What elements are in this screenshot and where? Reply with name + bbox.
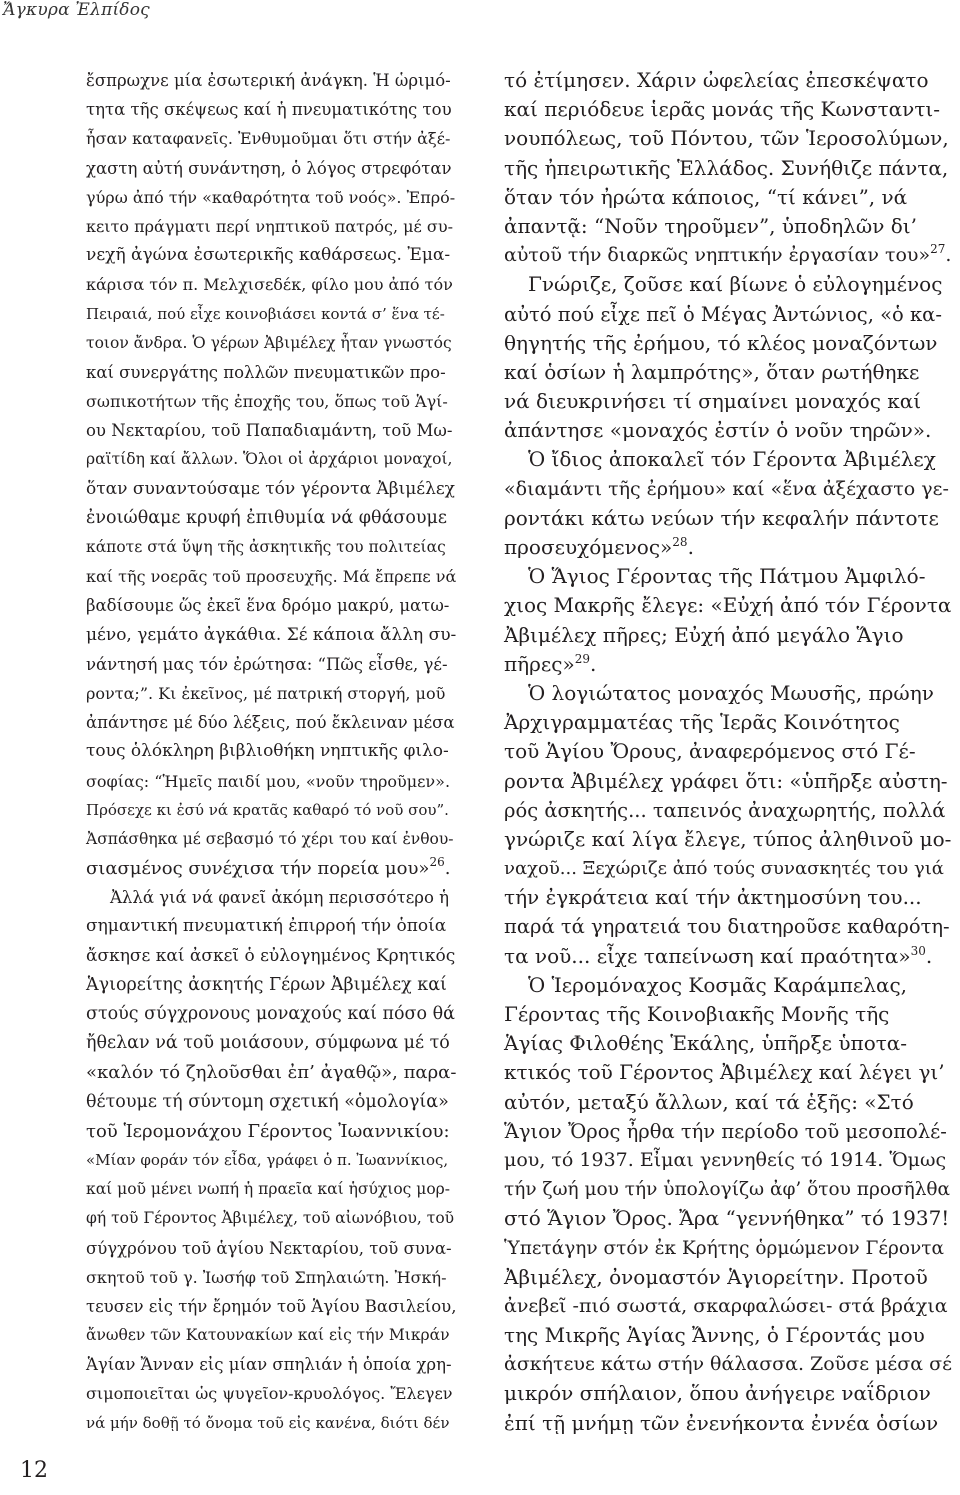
line-text: Ἀρχιγραμματέας τῆς Ἱερᾶς Κοινότητος xyxy=(504,710,900,735)
left-column-line xyxy=(86,358,456,387)
left-column-line xyxy=(86,66,456,95)
left-column-line xyxy=(86,300,456,329)
right-column-line xyxy=(504,1029,952,1058)
right-column-line xyxy=(504,212,952,241)
left-column-line xyxy=(86,971,456,1000)
line-text: τα νοῦ... εἶχε ταπείνωση καί πραότητα» xyxy=(504,943,911,968)
left-column-line xyxy=(86,1000,456,1029)
left-column-line xyxy=(86,854,456,883)
line-text: Πρόσεχε κι ἐσύ νά κρατᾶς καθαρό τό νοῦ σου”. xyxy=(86,800,449,819)
right-column-line xyxy=(504,1234,952,1263)
footnote-reference[interactable]: 29 xyxy=(574,651,590,666)
left-column-line xyxy=(86,1234,456,1263)
right-column-line xyxy=(504,1117,952,1146)
right-column-line xyxy=(504,650,952,679)
left-column-line xyxy=(86,329,456,358)
line-text: Ἀσπάσθηκα μέ σεβασμό τό χέρι του καί ἐνθου- xyxy=(86,829,454,848)
line-text: Ὁ Ἅγιος Γέροντας τῆς Πάτμου Ἀμφιλό- xyxy=(528,564,926,589)
line-text: Ἀλλά γιά νά φανεῖ ἀκόμη περισσότερο ἡ xyxy=(110,888,450,908)
left-column-line xyxy=(86,270,456,299)
line-text: σκητοῦ τοῦ γ. Ἰωσήφ τοῦ Σπηλαιώτη. Ἠσκή- xyxy=(86,1267,447,1287)
line-text: Ὁ ἴδιος ἀποκαλεῖ τόν Γέροντα Ἀβιμέλεχ xyxy=(528,447,936,472)
right-column-line xyxy=(504,241,952,270)
running-header-title: Ἄγκυρα Ἐλπίδος xyxy=(3,0,150,20)
right-column-line xyxy=(504,912,952,941)
left-column-line xyxy=(86,679,456,708)
left-column-line xyxy=(86,1263,456,1292)
line-text: κτικός τοῦ Γέροντος Ἀβιμέλεχ καί λέγει γι’ xyxy=(504,1060,945,1085)
line-text: ἄνωθεν τῶν Κατουνακίων καί εἰς τήν Μικράν xyxy=(86,1326,450,1345)
line-text: αὐτό πού εἶχε πεῖ ὁ Μέγας Ἀντώνιος, «ὁ κα- xyxy=(504,302,942,326)
line-text: γύρω ἀπό τήν «καθαρότητα τοῦ νοός». Ἐπρό- xyxy=(86,187,456,207)
left-column-line xyxy=(86,796,456,825)
line-text: «Μίαν φοράν τόν εἶδα, γράφει ὁ π. Ἰωαννίκιος, xyxy=(86,1150,449,1169)
right-column-line xyxy=(504,1321,952,1350)
line-text: ἀπαντᾷ: “Νοῦν τηροῦμεν”, ὑποδηλῶν δι’ xyxy=(504,213,917,238)
right-column-line xyxy=(504,329,952,358)
right-column-line xyxy=(504,445,952,474)
line-text: ρός ἀσκητής... ταπεινός ἀναχωρητής, πολλά xyxy=(504,798,946,822)
right-column-line xyxy=(504,1175,952,1204)
line-text-tail: . xyxy=(925,943,933,968)
right-column-line xyxy=(504,883,952,912)
left-column-line xyxy=(86,387,456,416)
line-text: Ἁγίας Φιλοθέης Ἑκάλης, ὑπῆρξε ὑποτα- xyxy=(504,1031,908,1056)
right-column-line xyxy=(504,621,952,650)
line-text: Ὁ λογιώτατος μοναχός Μωυσῆς, πρώην xyxy=(528,680,934,705)
line-text: κάρισα τόν π. Μελχισεδέκ, φίλο μου ἀπό τόν xyxy=(86,275,453,295)
line-text: θέτουμε τή σύντομη σχετική «ὁμολογία» xyxy=(86,1091,449,1112)
line-text: ἀπάντησε «μοναχός ἐστίν ὁ νοῦν τηρῶν». xyxy=(504,418,932,443)
line-text: σιμοποιεῖται ὡς ψυγεῖον-κρυολόγος. Ἔλεγεν xyxy=(86,1384,453,1404)
line-text: καί συνεργάτης πολλῶν πνευματικῶν προ- xyxy=(86,362,446,382)
line-text: της Μικρῆς Ἁγίας Ἄννης, ὁ Γέροντάς μου xyxy=(504,1323,925,1348)
line-text: Ὁ Ἱερομόναχος Κοσμᾶς Καράμπελας, xyxy=(528,972,908,997)
right-column-line xyxy=(504,1204,952,1233)
left-column-line xyxy=(86,883,456,912)
line-text: γνώριζε καί λίγα ἔλεγε, τύπος ἀληθινοῦ μο- xyxy=(504,826,952,851)
footnote-reference[interactable]: 28 xyxy=(672,535,688,549)
line-text: Ὑπετάγην στόν ἐκ Κρήτης ὁρμώμενον Γέροντα xyxy=(504,1237,944,1259)
left-column-line xyxy=(86,1409,456,1438)
line-text: στό Ἅγιον Ὄρος. Ἄρα “γεννήθηκα” τό 1937! xyxy=(504,1206,950,1231)
right-column-line xyxy=(504,475,952,504)
line-text: ἀπάντησε μέ δύο λέξεις, πού ἔκλειναν μέσα xyxy=(86,713,455,733)
left-column-line xyxy=(86,416,456,445)
left-column-line xyxy=(86,124,456,153)
right-column-line xyxy=(504,66,952,95)
line-text: ἦσαν καταφανεῖς. Ἐνθυμοῦμαι ὅτι στήν ἀξέ- xyxy=(86,129,451,149)
line-text: Ἁγίαν Ἄνναν εἰς μίαν σπηλιάν ἡ ὁποία χρη- xyxy=(86,1355,452,1375)
line-text: Ἀβιμέλεχ, ὀνομαστόν Ἁγιορείτην. Προτοῦ xyxy=(504,1264,928,1289)
line-text: χιος Μακρῆς ἔλεγε: «Εὐχή ἀπό τόν Γέροντα xyxy=(504,593,952,618)
line-text: στούς σύγχρονους μοναχούς καί πόσο θά xyxy=(86,1004,455,1024)
line-text: κάποτε στά ὕψη τῆς ἀσκητικῆς του πολιτείας xyxy=(86,538,446,556)
line-text: παρά τά γηρατειά του διατηροῦσε καθαρότη- xyxy=(504,915,950,939)
line-text: μικρόν σπήλαιον, ὅπου ἀνήγειρε ναΐδριον xyxy=(504,1381,931,1406)
left-column-line xyxy=(86,475,456,504)
line-text: νεχῆ ἀγώνα ἐσωτερικῆς καθάρσεως. Ἐμα- xyxy=(86,245,451,266)
line-text: τό ἐτίμησεν. Χάριν ὠφελείας ἐπεσκέψατο xyxy=(504,68,929,92)
line-text: ἀσκήτευε κάτω στήν θάλασσα. Ζοῦσε μέσα σέ xyxy=(504,1353,952,1376)
left-column-line xyxy=(86,737,456,766)
line-text: νά μήν δοθῇ τό ὄνομα τοῦ εἰς κανένα, διότι δέν xyxy=(86,1413,450,1432)
right-column-line xyxy=(504,825,952,854)
left-column-line xyxy=(86,1029,456,1058)
left-column-line xyxy=(86,1088,456,1117)
right-column-line xyxy=(504,1058,952,1087)
line-text: σωπικοτήτων τῆς ἐποχῆς του, ὅπως τοῦ Ἁγί- xyxy=(86,392,448,412)
line-text: Ἅγιον Ὄρος ἦρθα τήν περίοδο τοῦ μεσοπολέ- xyxy=(504,1119,947,1143)
left-column-line xyxy=(86,650,456,679)
line-text: ἀνεβεῖ -πιό σωστά, σκαρφαλώσει- στά βράχια xyxy=(504,1294,948,1317)
right-column-line xyxy=(504,300,952,329)
line-text: Γέροντας τῆς Κοινοβιακῆς Μονῆς τῆς xyxy=(504,1002,890,1026)
left-column-line xyxy=(86,241,456,270)
left-column-line xyxy=(86,562,456,591)
line-text: μου, τό 1937. Εἶμαι γεννηθείς τό 1914. Ὅμως xyxy=(504,1148,947,1171)
left-column-line xyxy=(86,154,456,183)
line-text: φή τοῦ Γέροντος Ἀβιμέλεχ, τοῦ αἰωνόβιου, τοῦ xyxy=(86,1209,455,1228)
right-column-line xyxy=(504,679,952,708)
right-column-line xyxy=(504,95,952,124)
line-text: σύγχρόνου τοῦ ἁγίου Νεκταρίου, τοῦ συνα- xyxy=(86,1238,452,1258)
line-text: ὅταν τόν ἠρώτα κάποιος, “τί κάνει”, νά xyxy=(504,184,908,209)
right-column-line xyxy=(504,1292,952,1321)
left-column-line xyxy=(86,767,456,796)
line-text: τήν ἐγκράτεια καί τήν ἀκτημοσύνη του... xyxy=(504,885,922,910)
line-text: κειτο πράγματι περί νηπτικοῦ πατρός, μέ συ- xyxy=(86,216,453,236)
line-text: νάντησή μας τόν ἐρώτησα: “Πῶς εἶσθε, γέ- xyxy=(86,654,448,674)
right-column-line xyxy=(504,591,952,620)
left-column-line xyxy=(86,1204,456,1233)
left-column-line xyxy=(86,1175,456,1204)
line-text: βαδίσουμε ὥς ἐκεῖ ἕνα δρόμο μακρύ, ματω- xyxy=(86,596,450,616)
right-column-line xyxy=(504,124,952,153)
right-column-line xyxy=(504,1088,952,1117)
line-text-tail: . xyxy=(444,858,451,880)
right-column-line xyxy=(504,1350,952,1379)
line-text: ου Νεκταρίου, τοῦ Παπαδιαμάντη, τοῦ Μω- xyxy=(86,421,453,441)
left-column-line xyxy=(86,1321,456,1350)
line-text: προσευχόμενος» xyxy=(504,535,673,559)
line-text: καί ὁσίων ἡ λαμπρότης», ὅταν ρωτήθηκε xyxy=(504,359,920,384)
left-column-line xyxy=(86,708,456,737)
line-text: χαστη αὐτή συνάντηση, ὁ λόγος στρεφόταν xyxy=(86,158,452,178)
left-column-line xyxy=(86,1379,456,1408)
right-column-line xyxy=(504,1146,952,1175)
line-text: τητα τῆς σκέψεως καί ἡ πνευματικότης του xyxy=(86,100,452,120)
left-column-line xyxy=(86,95,456,124)
line-text: τοῦ Ἁγίου Ὄρους, ἀναφερόμενος στό Γέ- xyxy=(504,739,916,764)
left-column-line xyxy=(86,212,456,241)
line-text: ραϊτίδη καί ἄλλων. Ὅλοι οἱ ἀρχάριοι μοναχοί, xyxy=(86,450,453,469)
line-text: «καλόν τό ζηλοῦσθαι ἐπ’ ἀγαθῷ», παρα- xyxy=(86,1062,457,1084)
right-column-line xyxy=(504,183,952,212)
line-text: νουπόλεως, τοῦ Πόντου, τῶν Ἱεροσολύμων, xyxy=(504,126,949,151)
page-number: 12 xyxy=(20,1458,48,1483)
line-text: σοφίας: “Ἡμεῖς παιδί μου, «νοῦν τηροῦμεν». xyxy=(86,771,451,791)
right-column-line xyxy=(504,387,952,416)
right-column-line xyxy=(504,533,952,562)
right-column-line xyxy=(504,708,952,737)
left-column-line xyxy=(86,1292,456,1321)
line-text: καί περιόδευε ἱερᾶς μονάς τῆς Κωνσταντι- xyxy=(504,97,940,122)
line-text: αὐτόν, μεταξύ ἄλλων, καί τά ἑξῆς: «Στό xyxy=(504,1089,914,1114)
left-column-line xyxy=(86,1117,456,1146)
footnote-reference[interactable]: 26 xyxy=(429,855,445,870)
line-text: καί τῆς νοερᾶς τοῦ προσευχῆς. Μά ἔπρεπε νά xyxy=(86,567,457,587)
line-text: σιασμένος συνέχισα τήν πορεία μου» xyxy=(86,858,430,880)
line-text: τους ὁλόκληρη βιβλιοθήκη νηπτικῆς φιλο- xyxy=(86,741,449,762)
left-column-line xyxy=(86,591,456,620)
line-text: ἄσκησε καί ἀσκεῖ ὁ εὐλογημένος Κρητικός xyxy=(86,945,456,966)
line-text: Γνώριζε, ζοῦσε καί βίωνε ὁ εὐλογημένος xyxy=(528,272,943,297)
line-text: ἔσπρωχνε μία ἐσωτερική ἀνάγκη. Ἡ ὡριμό- xyxy=(86,71,451,90)
right-column-line xyxy=(504,358,952,387)
line-text: ναχοῦ... Ξεχώριζε ἀπό τούς συνασκητές του γιά xyxy=(504,858,944,880)
line-text: μένο, γεμάτο ἀγκάθια. Σέ κάποια ἄλλη συ- xyxy=(86,624,457,645)
line-text-tail: . xyxy=(687,535,694,559)
line-text: τῆς ἠπειρωτικῆς Ἑλλάδος. Συνήθιζε πάντα, xyxy=(504,155,949,180)
line-text: νά διευκρινήσει τί σημαίνει μοναχός καί xyxy=(504,389,922,414)
line-text: ἤθελαν νά τοῦ μοιάσουν, σύμφωνα μέ τό xyxy=(86,1033,450,1054)
right-column-line xyxy=(504,1000,952,1029)
right-column-line xyxy=(504,796,952,825)
right-column-line xyxy=(504,767,952,796)
line-text: Ἁγιορείτης ἀσκητής Γέρων Ἀβιμέλεχ καί xyxy=(86,974,447,995)
right-column-line xyxy=(504,416,952,445)
left-column-line xyxy=(86,445,456,474)
left-column-line xyxy=(86,1146,456,1175)
line-text: ἐνοιώθαμε κρυφή ἐπιθυμία νά φθάσουμε xyxy=(86,507,447,528)
line-text-tail: . xyxy=(589,651,597,676)
left-column-line xyxy=(86,825,456,854)
right-column-line xyxy=(504,854,952,883)
footnote-reference[interactable]: 27 xyxy=(930,242,946,257)
line-text: ἐπί τῇ μνήμῃ τῶν ἐνενήκοντα ἐννέα ὁσίων xyxy=(504,1410,939,1435)
line-text: ὅταν συναντούσαμε τόν γέροντα Ἀβιμέλεχ xyxy=(86,478,455,499)
footnote-reference[interactable]: 30 xyxy=(910,943,926,958)
left-column-line xyxy=(86,912,456,941)
left-column-line xyxy=(86,1058,456,1087)
line-text: Ἀβιμέλεχ πῆρες; Εὐχή ἀπό μεγάλο Ἅγιο xyxy=(504,622,904,647)
left-text-column xyxy=(86,66,456,1438)
right-column-line xyxy=(504,737,952,766)
line-text: πῆρες» xyxy=(504,651,575,676)
right-column-line xyxy=(504,154,952,183)
right-column-line xyxy=(504,1379,952,1408)
right-column-line xyxy=(504,1263,952,1292)
right-column-line xyxy=(504,504,952,533)
line-text-tail: . xyxy=(945,244,952,267)
left-column-line xyxy=(86,621,456,650)
right-column-line xyxy=(504,562,952,591)
left-column-line xyxy=(86,533,456,562)
right-column-line xyxy=(504,1409,952,1438)
line-text: τευσεν εἰς τήν ἔρημόν τοῦ Ἁγίου Βασιλείου, xyxy=(86,1296,457,1316)
line-text: αὐτοῦ τήν διαρκῶς νηπτικήν ἐργασίαν του» xyxy=(504,244,931,267)
line-text: «διαμάντι τῆς ἐρήμου» καί «ἕνα ἀξέχαστο γε- xyxy=(504,477,949,500)
line-text: σημαντική πνευματική ἐπιρροή τήν ὁποία xyxy=(86,916,447,937)
line-text: τήν ζωή μου τήν ὑπολογίζω ἀφ’ ὅτου προσῆλθα xyxy=(504,1179,951,1201)
line-text: τοῦ Ἱερομονάχου Γέροντος Ἰωαννικίου: xyxy=(86,1120,450,1142)
line-text: ροντα Ἀβιμέλεχ γράφει ὅτι: «ὑπῆρξε αὐστη- xyxy=(504,768,948,793)
left-column-line xyxy=(86,1350,456,1379)
left-column-line xyxy=(86,942,456,971)
left-column-line xyxy=(86,504,456,533)
line-text: καί μοῦ μένει νωπή ἡ πραεῖα καί ἡσύχιος μορ- xyxy=(86,1180,451,1199)
line-text: ροντάκι κάτω νεύων τήν κεφαλήν πάντοτε xyxy=(504,505,939,530)
line-text: θηγητής τῆς ἐρήμου, τό κλέος μοναζόντων xyxy=(504,330,938,355)
line-text: τοιον ἄνδρα. Ὁ γέρων Ἀβιμέλεχ ἦταν γνωστός xyxy=(86,333,452,352)
line-text: ροντα;”. Κι ἐκεῖνος, μέ πατρική στοργή, μοῦ xyxy=(86,683,446,703)
right-column-line xyxy=(504,270,952,299)
right-column-line xyxy=(504,942,952,971)
right-text-column xyxy=(504,66,952,1438)
line-text: Πειραιά, πού εἶχε κοινοβιάσει κοντά σ’ ἕνα τέ- xyxy=(86,304,445,323)
right-column-line xyxy=(504,971,952,1000)
left-column-line xyxy=(86,183,456,212)
